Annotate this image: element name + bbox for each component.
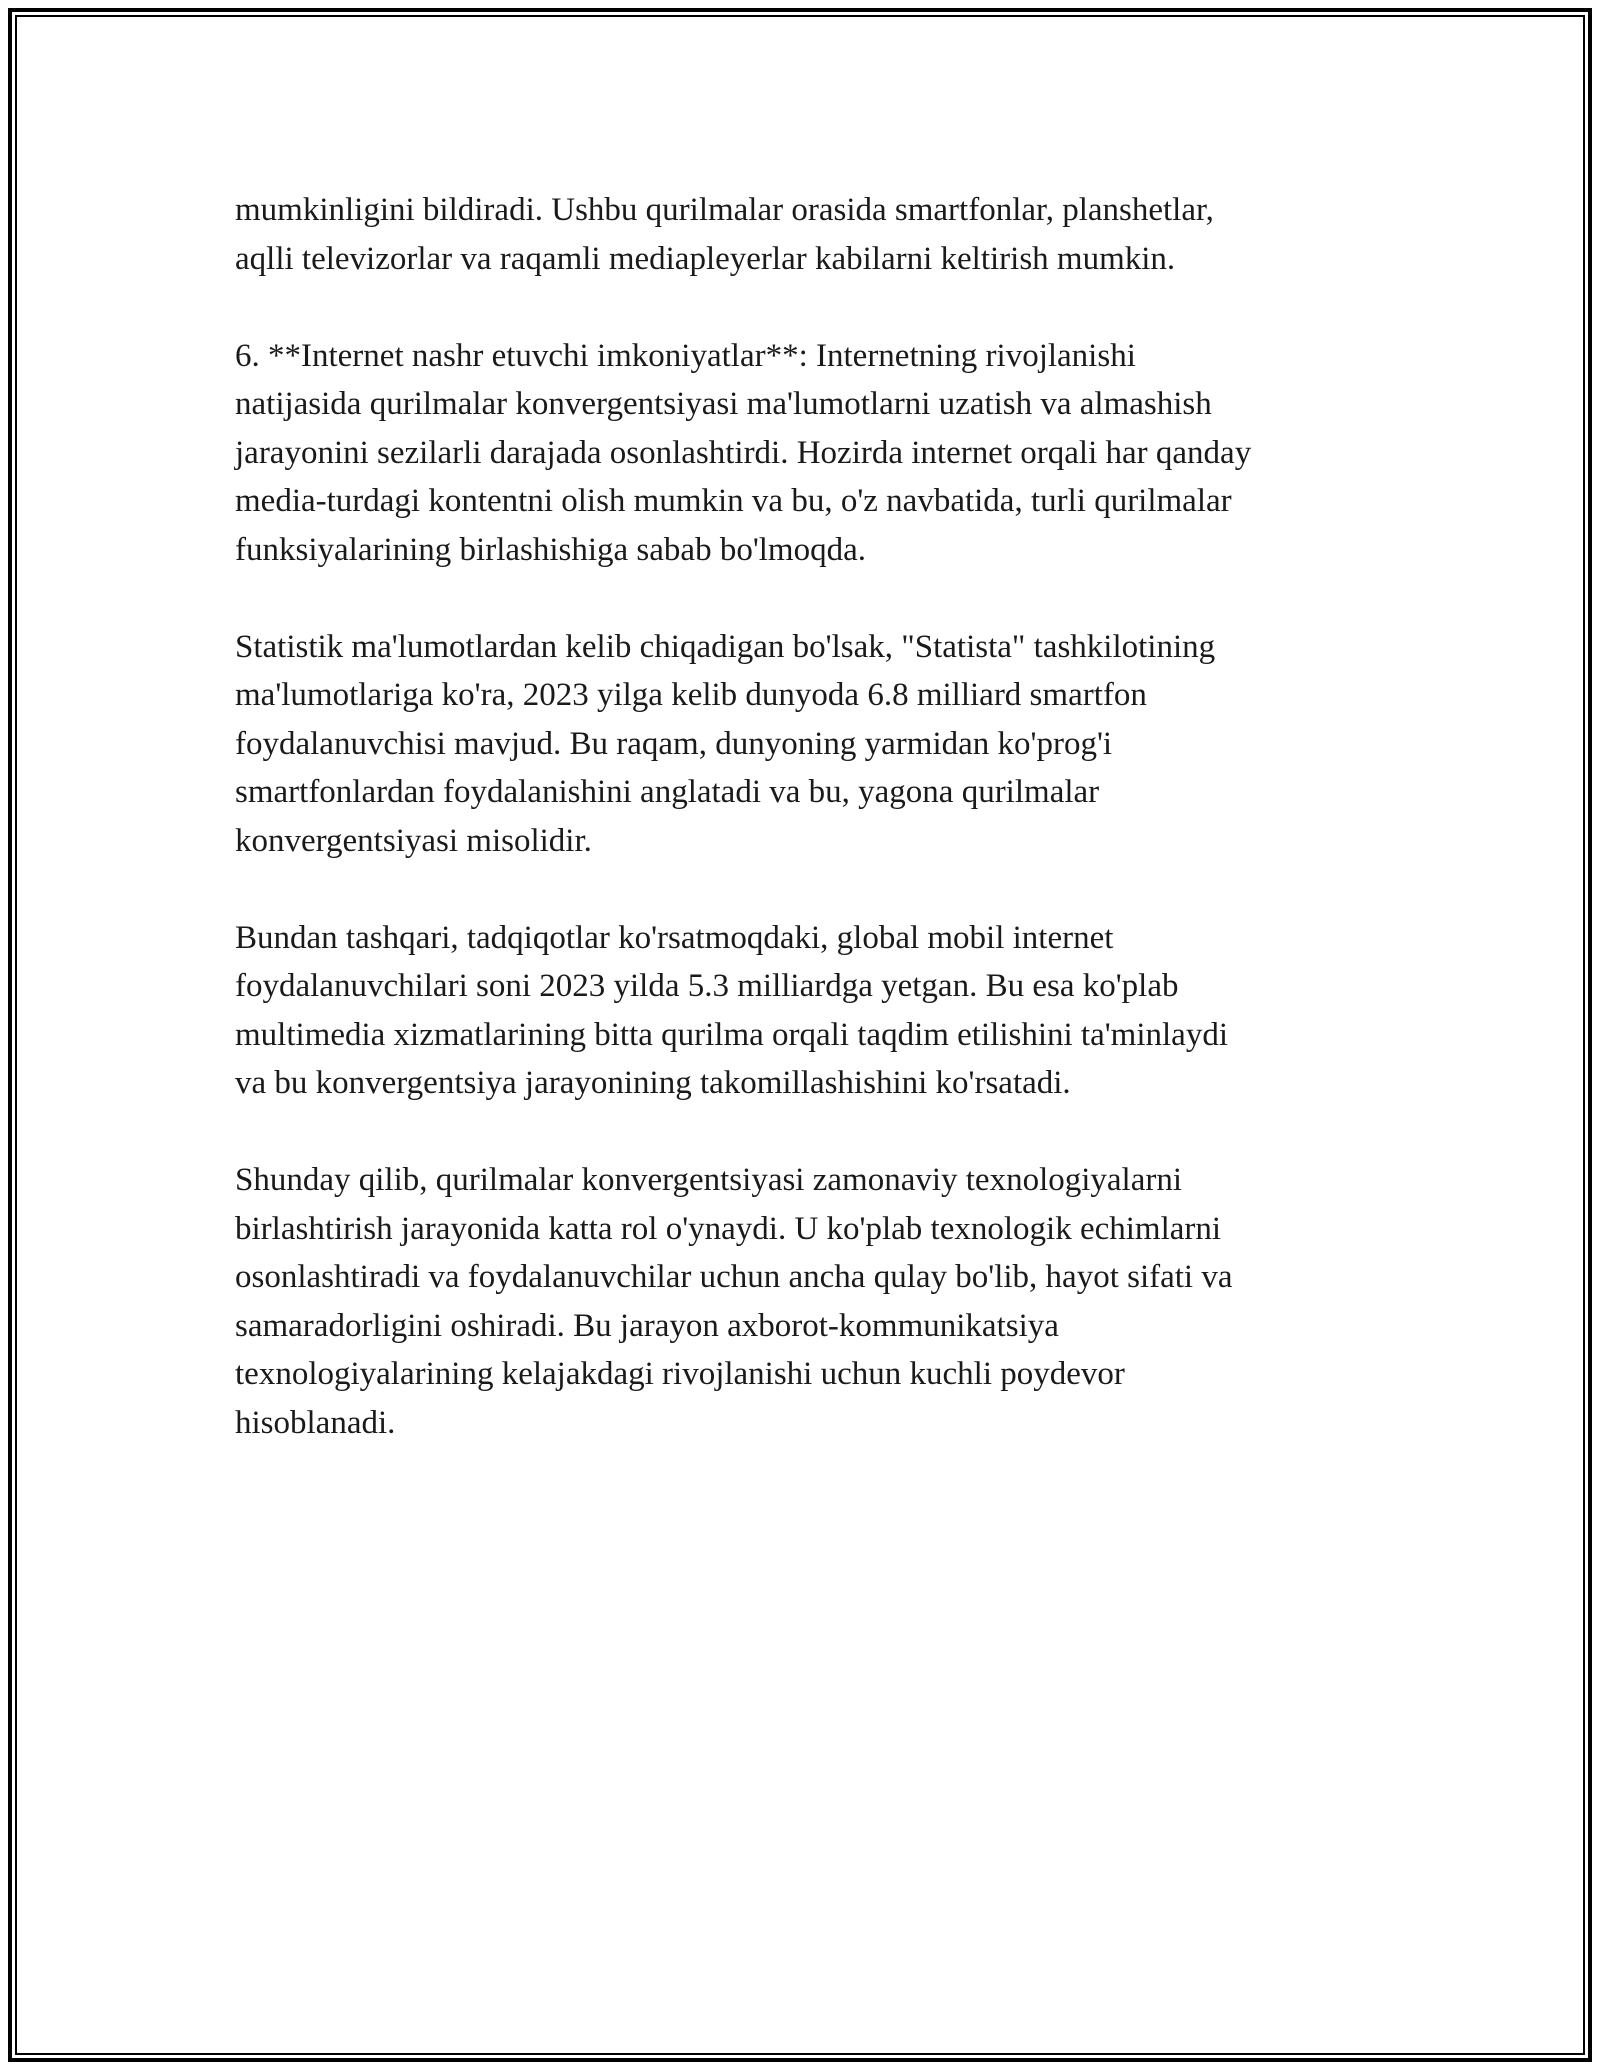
paragraph-mobile-internet: Bundan tashqari, tadqiqotlar ko'rsatmoqdaki, global mobil internet foydalanuvchilari soni 2023 yilda 5.3 milliardga yetgan. Bu esa ko'plab multimedia xizmatlarining bitta qurilma orqali taqdim etilishini ta'minlaydi va bu konvergentsiya jarayonining takomillashishini ko'rsatadi. xyxy=(235,919,1228,1101)
paragraph-device-examples: mumkinligini bildiradi. Ushbu qurilmalar orasida smartfonlar, planshetlar, aqlli televizorlar va raqamli mediapleyerlar kabilarni keltirish mumkin. xyxy=(235,192,1214,277)
paragraph-smartfon-statistics: Statistik ma'lumotlardan kelib chiqadigan bo'lsak, "Statista" tashkilotining ma'lumotlariga ko'ra, 2023 yilga kelib dunyoda 6.8 milliard smartfon foydalanuvchisi mavjud. Bu raqam, dunyoning yarmidan ko'prog'i smartfonlardan foydalanishini anglatadi va bu, yagona qurilmalar konvergentsiyasi misolidir. xyxy=(235,628,1216,859)
document-body xyxy=(235,186,1375,1496)
paragraph-internet-publishing: 6. **Internet nashr etuvchi imkoniyatlar**: Internetning rivojlanishi natijasida qurilmalar konvergentsiyasi ma'lumotlarni uzatish va almashish jarayonini sezilarli darajada osonlashtirdi. Hozirda internet orqali har qanday media-turdagi kontentni olish mumkin va bu, o'z navbatida, turli qurilmalar funksiyalarining birlashishiga sabab bo'lmoqda. xyxy=(235,337,1252,568)
paragraph-conclusion: Shunday qilib, qurilmalar konvergentsiyasi zamonaviy texnologiyalarni birlashtirish jarayonida katta rol o'ynaydi. U ko'plab texnologik echimlarni osonlashtiradi va foydalanuvchilar uchun ancha qulay bo'lib, hayot sifati va samaradorligini oshiradi. Bu jarayon axborot-kommunikatsiya texnologiyalarining kelajakdagi rivojlanishi uchun kuchli poydevor hisoblanadi. xyxy=(235,1162,1233,1441)
